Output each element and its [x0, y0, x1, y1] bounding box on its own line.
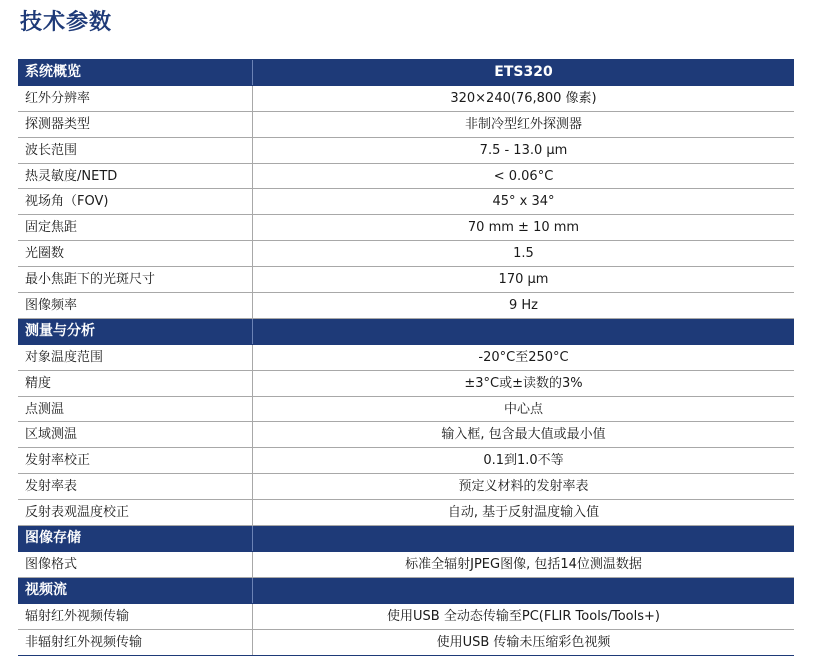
spec-label: 精度 [18, 371, 253, 396]
spec-value: 使用USB 传输未压缩彩色视频 [436, 634, 611, 650]
table-row [18, 241, 794, 267]
table-row [18, 215, 794, 241]
spec-label: 反射表观温度校正 [18, 500, 253, 525]
spec-value: 70 mm ± 10 mm [467, 220, 580, 236]
spec-value: 320×240(76,800 像素) [450, 90, 597, 106]
table-row [18, 293, 794, 319]
spec-value: 输入框, 包含最大值或最小值 [441, 427, 606, 443]
section-header-row [18, 319, 794, 345]
spec-value: 7.5 - 13.0 µm [479, 142, 568, 158]
spec-label: 光圈数 [18, 241, 253, 266]
table-row [18, 371, 794, 397]
spec-label: 辐射红外视频传输 [18, 604, 253, 629]
table-row [18, 448, 794, 474]
spec-value: < 0.06°C [493, 168, 554, 184]
spec-label: 热灵敏度/NETD [18, 164, 253, 189]
spec-value: 0.1到1.0不等 [483, 453, 564, 469]
spec-label: 图像格式 [18, 552, 253, 577]
spec-table [18, 59, 794, 656]
spec-value: 自动, 基于反射温度输入值 [447, 505, 600, 521]
section-header-row [18, 60, 794, 86]
section-heading-value: ETS320 [494, 64, 553, 80]
spec-label: 红外分辨率 [18, 86, 253, 111]
table-row [18, 500, 794, 526]
spec-value: 使用USB 全动态传输至PC(FLIR Tools/Tools+) [387, 608, 660, 624]
spec-value: 预定义材料的发射率表 [458, 479, 589, 495]
spec-label: 探测器类型 [18, 112, 253, 137]
table-row [18, 138, 794, 164]
spec-value: -20°C至250°C [478, 349, 569, 365]
table-row [18, 422, 794, 448]
table-row [18, 345, 794, 371]
spec-value: 标准全辐射JPEG图像, 包括14位测温数据 [405, 556, 642, 572]
spec-label: 区域测温 [18, 422, 253, 447]
table-row [18, 86, 794, 112]
spec-value: 45° x 34° [492, 194, 555, 210]
spec-label: 非辐射红外视频传输 [18, 630, 253, 656]
table-row [18, 189, 794, 215]
section-heading: 测量与分析 [18, 319, 253, 344]
spec-value: 中心点 [503, 401, 543, 417]
spec-label: 固定焦距 [18, 215, 253, 240]
table-row [18, 112, 794, 138]
table-row [18, 267, 794, 293]
page-title: 技术参数 [20, 10, 113, 35]
table-row [18, 630, 794, 656]
section-heading-value [253, 578, 794, 603]
table-row [18, 552, 794, 578]
spec-label: 图像频率 [18, 293, 253, 318]
spec-label: 视场角（FOV) [18, 189, 253, 214]
spec-value: 非制冷型红外探测器 [464, 116, 582, 132]
section-heading: 系统概览 [18, 60, 253, 85]
spec-label: 点测温 [18, 397, 253, 422]
section-heading-value [253, 319, 794, 344]
section-heading-value [253, 526, 794, 551]
spec-label: 波长范围 [18, 138, 253, 163]
spec-value: 9 Hz [508, 298, 538, 314]
table-row [18, 397, 794, 423]
section-header-row [18, 526, 794, 552]
section-heading: 图像存储 [18, 526, 253, 551]
spec-label: 发射率校正 [18, 448, 253, 473]
table-row [18, 604, 794, 630]
spec-value: 170 µm [498, 272, 549, 288]
spec-label: 对象温度范围 [18, 345, 253, 370]
section-heading: 视频流 [18, 578, 253, 603]
spec-value: ±3°C或±读数的3% [464, 375, 583, 391]
spec-label: 发射率表 [18, 474, 253, 499]
section-header-row [18, 578, 794, 604]
table-row [18, 474, 794, 500]
spec-label: 最小焦距下的光斑尺寸 [18, 267, 253, 292]
spec-value: 1.5 [513, 246, 534, 262]
table-row [18, 164, 794, 190]
